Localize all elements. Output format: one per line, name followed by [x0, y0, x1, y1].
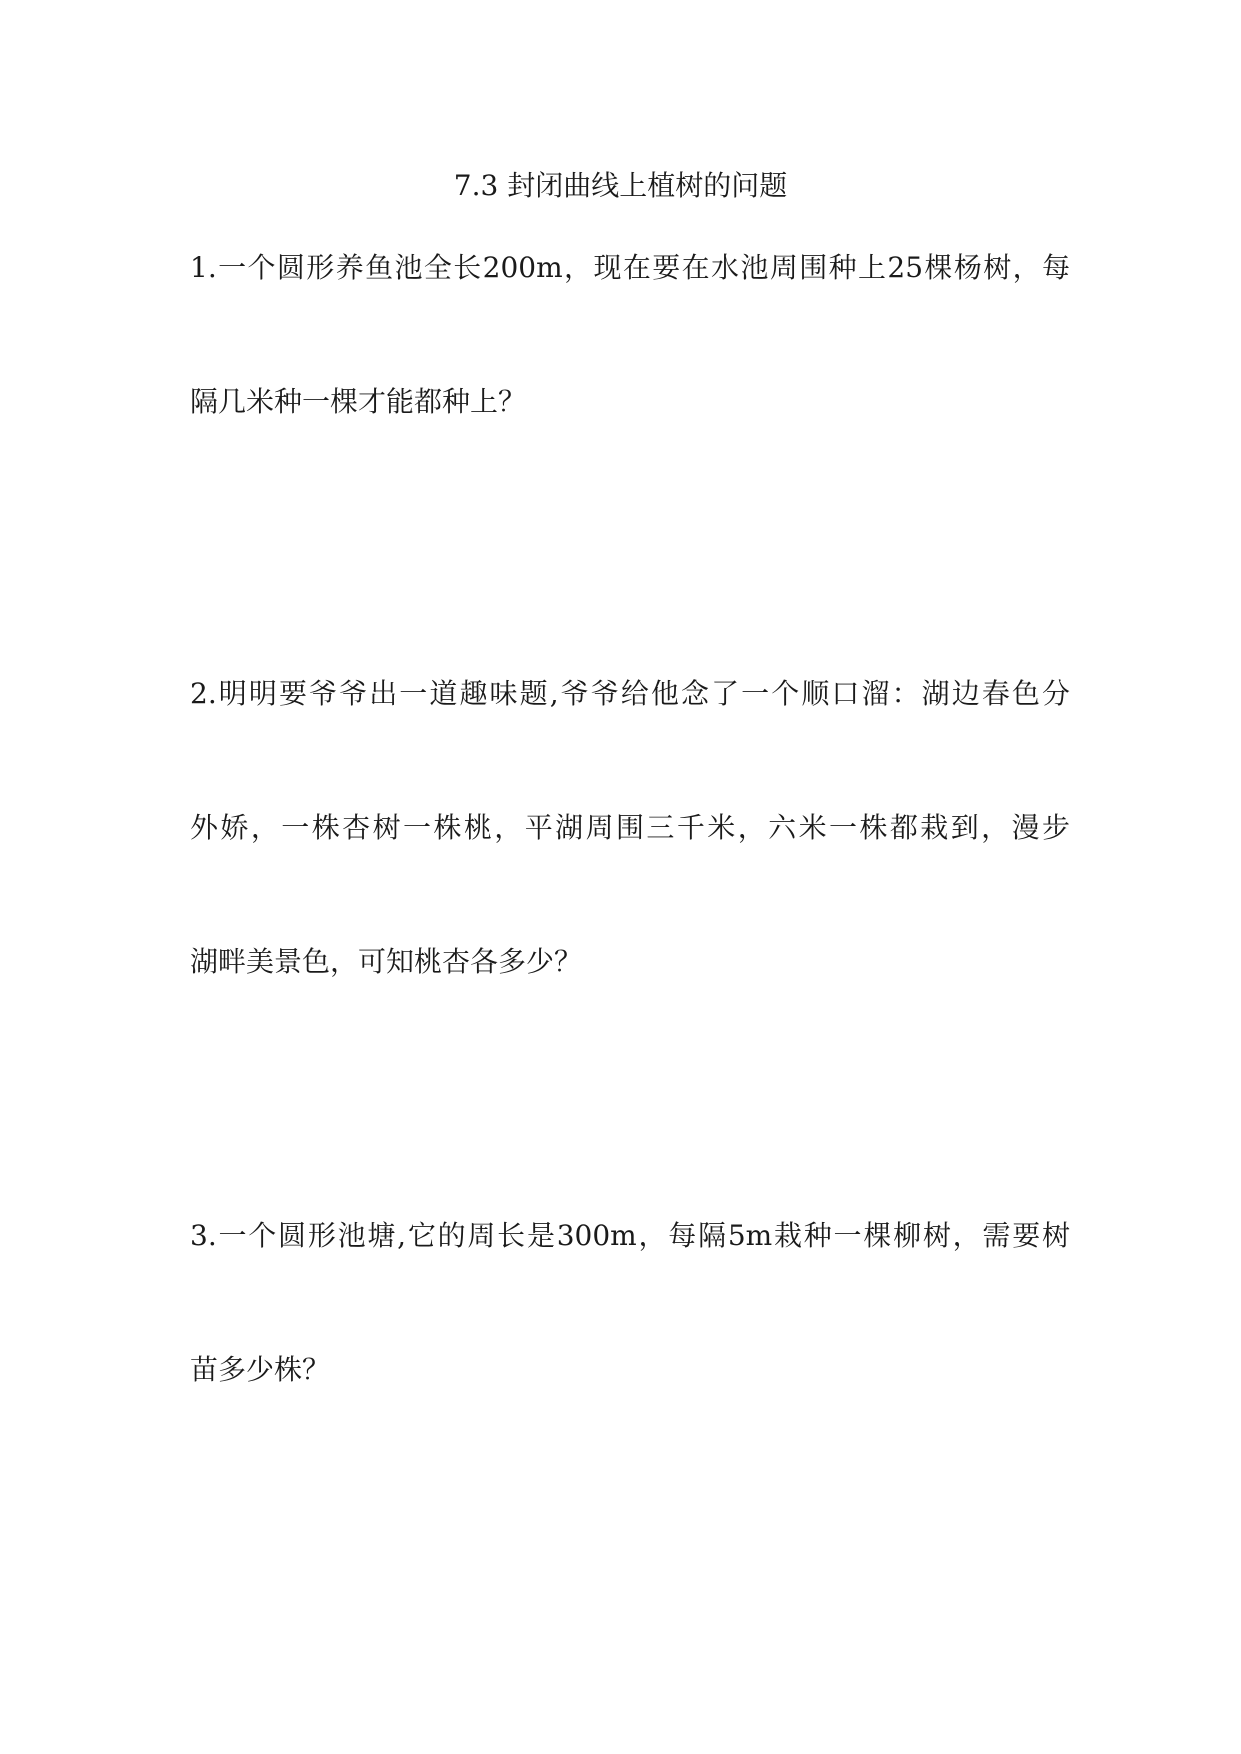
question-line: 湖畔美景色，可知桃杏各多少？ [190, 945, 583, 978]
question-line: 外娇，一株杏树一株桃，平湖周围三千米，六米一株都栽到，漫步 [190, 811, 1070, 844]
question-line: 2.明明要爷爷出一道趣味题,爷爷给他念了一个顺口溜：湖边春色分 [190, 677, 1070, 710]
question-2 [190, 674, 1070, 982]
question-1 [190, 248, 1070, 422]
question-line: 3.一个圆形池塘,它的周长是300m，每隔5m栽种一棵柳树，需要树 [190, 1219, 1070, 1252]
question-line: 苗多少株？ [190, 1353, 331, 1386]
page-title: 7.3 封闭曲线上植树的问题 [453, 169, 788, 202]
question-line: 1.一个圆形养鱼池全长200m，现在要在水池周围种上25棵杨树，每 [190, 251, 1070, 284]
question-3 [190, 1216, 1070, 1390]
question-line: 隔几米种一棵才能都种上？ [190, 385, 527, 418]
